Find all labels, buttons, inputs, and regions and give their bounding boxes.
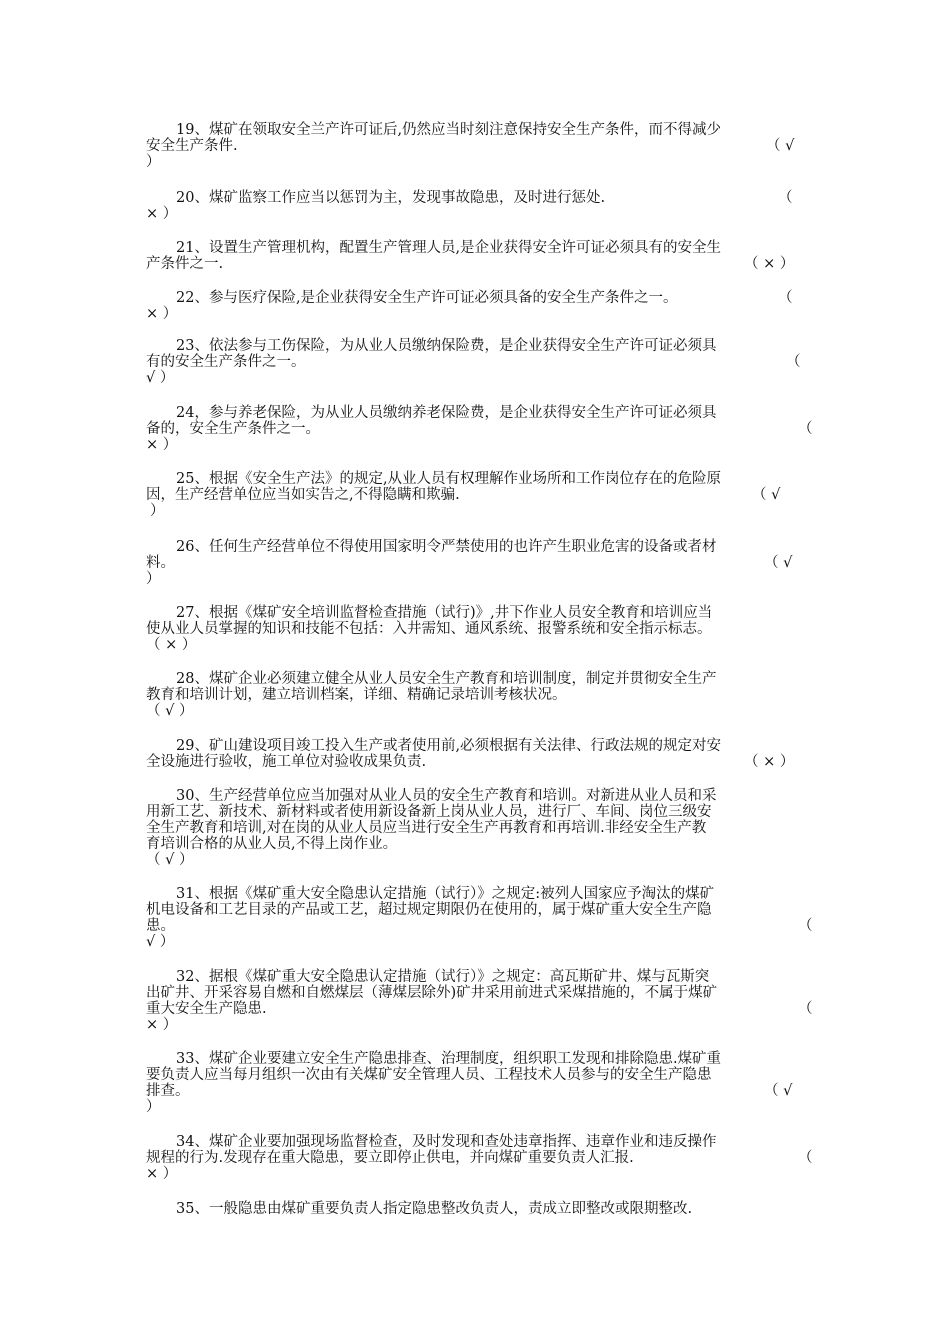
answer-mark: （ (778, 290, 793, 306)
question-text: 育培训合格的从业人员,不得上岗作业。 (146, 836, 398, 852)
question-text: 19、煤矿在领取安全兰产许可证后,仍然应当时刻注意保持安全生产条件，而不得减少 (176, 122, 722, 138)
question-text: 用新工艺、新技术、新材料或者使用新设备新上岗从业人员，进行厂、车间、岗位三级安 (146, 804, 712, 820)
question-28 (146, 671, 806, 719)
answer-mark: （ √ ） (146, 852, 194, 868)
answer-mark: （ (798, 918, 813, 934)
answer-mark: （ × ） (744, 256, 795, 272)
answer-mark: （ × ） (744, 754, 795, 770)
question-text: 29、矿山建设项目竣工投入生产或者使用前,必须根据有关法律、行政法规的规定对安 (176, 738, 722, 754)
question-text: 全生产教育和培训,对在岗的从业人员应当进行安全生产再教育和再培训.非经安全生产教 (146, 820, 707, 836)
question-text: 排查。 (146, 1083, 190, 1099)
question-text: 因，生产经营单位应当如实告之,不得隐瞒和欺骗. (146, 487, 460, 503)
question-text: 教育和培训计划，建立培训档案，详细、精确记录培训考核状况。 (146, 687, 567, 703)
question-text: 30、生产经营单位应当加强对从业人员的安全生产教育和培训。对新进从业人员和采 (176, 788, 717, 804)
answer-mark: （ (778, 190, 793, 206)
question-text: 21、设置生产管理机构，配置生产管理人员,是企业获得安全许可证必须具有的安全生 (176, 240, 722, 256)
question-31 (146, 886, 813, 950)
question-text: 31、根据《煤矿重大安全隐患认定措施（试行）》之规定:被列人国家应予淘汰的煤矿 (176, 886, 715, 902)
question-32 (146, 969, 813, 1033)
question-text: 34、煤矿企业要加强现场监督检查，及时发现和查处违章指挥、违章作业和违反操作 (176, 1134, 717, 1150)
question-23 (146, 338, 806, 386)
question-text: 35、一般隐患由煤矿重要负责人指定隐患整改负责人，责成立即整改或限期整改. (176, 1201, 693, 1217)
question-29 (146, 738, 806, 770)
answer-close: ） (146, 571, 161, 587)
question-24 (146, 405, 813, 453)
question-text: 33、煤矿企业要建立安全生产隐患排查、治理制度，组织职工发现和排除隐患.煤矿重 (176, 1051, 722, 1067)
answer-mark: （ (798, 1001, 813, 1017)
question-22 (146, 290, 806, 322)
question-text: 28、煤矿企业必须建立健全从业人员安全生产教育和培训制度，制定并贯彻安全生产 (176, 671, 717, 687)
answer-close: ） (146, 154, 161, 170)
question-text: 料。 (146, 555, 175, 571)
answer-mark: （ (798, 1150, 813, 1166)
question-text: 32、据根《煤矿重大安全隐患认定措施（试行）》之规定：高瓦斯矿井、煤与瓦斯突 (176, 969, 710, 985)
question-text: 产条件之一. (146, 256, 224, 272)
question-text: 备的，安全生产条件之一。 (146, 421, 320, 437)
question-text: 23、依法参与工伤保险，为从业人员缴纳保险费，是企业获得安全生产许可证必须具 (176, 338, 717, 354)
answer-close: × ） (146, 1166, 178, 1182)
question-30 (146, 788, 806, 868)
answer-close: × ） (146, 206, 178, 222)
question-text: 安全生产条件. (146, 138, 238, 154)
question-text: 20、煤矿监察工作应当以惩罚为主，发现事故隐患，及时进行惩处. (176, 190, 606, 206)
question-text: 规程的行为.发现存在重大隐患，要立即停止供电，并向煤矿重要负责人汇报. (146, 1150, 634, 1166)
question-19 (146, 122, 806, 170)
question-text: 全设施进行验收，施工单位对验收成果负责. (146, 754, 427, 770)
question-text: 重大安全生产隐患. (146, 1001, 267, 1017)
question-text: 使从业人员掌握的知识和技能不包括：入井需知、通风系统、报警系统和安全指示标志。 (146, 621, 712, 637)
question-text: 机电设备和工艺目录的产品或工艺，超过规定期限仍在使用的，属于煤矿重大安全生产隐 (146, 902, 712, 918)
question-text: 有的安全生产条件之一。 (146, 354, 306, 370)
question-text: 27、根据《煤矿安全培训监督检查措施（试行)》,井下作业人员安全教育和培训应当 (176, 605, 713, 621)
answer-close: √ ） (146, 370, 175, 386)
answer-close: × ） (146, 1017, 178, 1033)
question-34 (146, 1134, 813, 1182)
answer-mark: （ √ (766, 138, 795, 154)
question-26 (146, 539, 806, 587)
answer-close: ） (146, 1099, 161, 1115)
answer-mark: （ √ ） (146, 703, 194, 719)
question-text: 要负责人应当每月组织一次由有关煤矿安全管理人员、工程技术人员参与的安全生产隐患 (146, 1067, 712, 1083)
answer-mark: （ (786, 354, 801, 370)
answer-close: × ） (146, 306, 178, 322)
question-21 (146, 240, 806, 272)
answer-mark: （ √ (764, 1083, 793, 1099)
question-25 (146, 471, 806, 519)
answer-close: ） (150, 503, 165, 519)
question-text: 出矿井、开采容易自燃和自燃煤层（薄煤层除外)矿井采用前进式采煤措施的，不属于煤矿 (146, 985, 718, 1001)
answer-close: √ ） (146, 934, 175, 950)
answer-mark: （ √ (764, 555, 793, 571)
question-33 (146, 1051, 806, 1115)
question-text: 22、参与医疗保险,是企业获得安全生产许可证必须具备的安全生产条件之一。 (176, 290, 678, 306)
question-27 (146, 605, 806, 653)
question-text: 26、任何生产经营单位不得使用国家明令严禁使用的也许产生职业危害的设备或者材 (176, 539, 717, 555)
question-text: 25、根据《安全生产法》的规定,从业人员有权理解作业场所和工作岗位存在的危险原 (176, 471, 722, 487)
question-text: 患。 (146, 918, 175, 934)
answer-mark: （ √ (752, 487, 781, 503)
question-text: 24，参与养老保险，为从业人员缴纳养老保险费，是企业获得安全生产许可证必须具 (176, 405, 717, 421)
answer-mark: （ × ） (146, 637, 197, 653)
answer-mark: （ (798, 421, 813, 437)
answer-close: × ） (146, 437, 178, 453)
question-35 (146, 1201, 806, 1217)
question-20 (146, 190, 806, 222)
